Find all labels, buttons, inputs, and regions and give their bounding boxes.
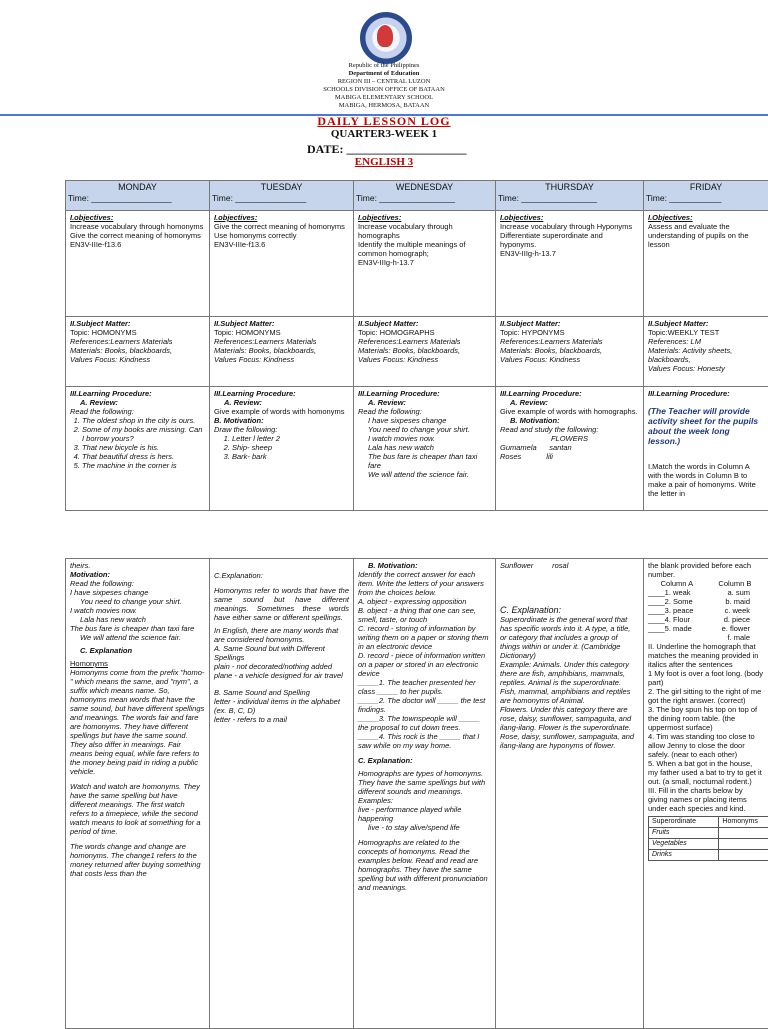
objectives-thursday: I.objectives: Increase vocabulary through Hyponyms Differentiate superordinate and hyponyms. EN3V-IIIg-h-13.7 [496, 211, 644, 317]
day-header-monday: MONDAY Time: _________________ [66, 181, 210, 211]
continued-tuesday: C.Explanation: Homonyms refer to words that have the same sound but have different meanings. Sometimes these words have either same or different spellings. In English, there are many words that are considered homonyms. A. Same Sound but with Different Spellings plain - not decorated/nothing added plane - a vehicle designed for air travel B. Same Sound and Spelling letter - individual items in the alphabet (ex. B, C, D) letter - refers to a mail [210, 559, 354, 1029]
subject-matter-thursday: II.Subject Matter: Topic: HYPONYMS References:Learners Materials Materials: Books, blackboards, Values Focus: Kindness [496, 317, 644, 387]
deped-seal-logo [360, 12, 412, 64]
objectives-friday: I.Objectives: Assess and evaluate the understanding of pupils on the lesson [644, 211, 768, 317]
chart-blank[interactable] [719, 828, 768, 839]
day-header-wednesday: WEDNESDAY Time: ________________ [354, 181, 496, 211]
continued-thursday: Sunflower rosal C. Explanation: Superordinate is the general word that has specific words into it. A type, a title, or category that includes a group of things within or under it. (Cambridge Dictionary) Example: Animals. Under this category there are fish, amphibians, mammals, reptiles. Animal is the superordinate. Fish, mammal, amphibians and reptiles are homonyms of Animal. Flowers. Under this category there are rose, daisy, sunflower, sampaguita, and ilang-ilang. Flower is the superordinate. Rose, daisy, sunflower, sampaguita, and ilang-ilang are hyponyms of flower. [496, 559, 644, 1029]
chart-blank[interactable] [719, 839, 768, 850]
lesson-grid [65, 180, 768, 511]
objectives-monday: I.objectives: Increase vocabulary through homonyms Give the correct meaning of homonyms EN3V-IIIe-f13.6 [66, 211, 210, 317]
chart-blank[interactable] [719, 850, 768, 861]
date-field: DATE: ____________________ [307, 142, 466, 157]
procedure-friday: III.Learning Procedure: (The Teacher will provide activity sheet for the pupils about the week long lesson.) I.Match the words in Column A with the words in Column B to make a pair of homonyms. Write the letter in [644, 387, 768, 511]
continued-monday: theirs. Motivation: Read the following: I have sixpeses change You need to change your shirt. I watch movies now. Lala has new watch The bus fare is cheaper than taxi fare We will attend the science fair. C. Explanation Homonyms Homonyms come from the prefix "homo-" which means the same, and "nym", a suffix which means name. So, homonyms mean words that have the same sound, but have different spellings and meanings. The words fair and fare are homonyms. They have different spellings but have the same sound. They also differ in meanings. Fair means being equal, while fare refers to the money being paid in riding a public vehicle. Watch and watch are homonyms. They have the same spelling but have different meanings. The first watch refers to a timepiece, while the second watch means to look at something for a period of time. The words change and change are homonyms. The change1 refers to the money returned after buying something that costs less than the [66, 559, 210, 1029]
page-title: DAILY LESSON LOG [0, 114, 768, 129]
procedure-monday: III.Learning Procedure: A. Review: Read the following: 1. The oldest shop in the city is ours. 2. Some of my books are missing. Can I borrow yours? 3. That new bicycle is his. 4. That beautiful dress is hers. 5. The machine in the corner is [66, 387, 210, 511]
day-header-tuesday: TUESDAY Time: _______________ [210, 181, 354, 211]
day-header-thursday: THURSDAY Time: ________________ [496, 181, 644, 211]
subject-matter-monday: II.Subject Matter: Topic: HOMONYMS References:Learners Materials Materials: Books, blackboards, Values Focus: Kindness [66, 317, 210, 387]
subject-matter-tuesday: II.Subject Matter: Topic: HOMONYMS References:Learners Materials Materials: Books, blackboards, Values Focus: Kindness [210, 317, 354, 387]
header-region: REGION III – CENTRAL LUZON [0, 78, 768, 85]
header-deped: Department of Education [0, 70, 768, 77]
header-school: MABIGA ELEMENTARY SCHOOL [0, 94, 768, 101]
header-republic: Republic of the Philippines [0, 62, 768, 69]
procedure-tuesday: III.Learning Procedure: A. Review: Give example of words with homonyms B. Motivation: Draw the following: 1. Letter l letter 2 2. Ship- sheep 3. Bark- bark [210, 387, 354, 511]
header-division: SCHOOLS DIVISION OFFICE OF BATAAN [0, 86, 768, 93]
quarter-label: QUARTER3-WEEK 1 [0, 128, 768, 140]
objectives-wednesday: I.objectives: Increase vocabulary through homographs Identify the multiple meanings of common homograph; EN3V-IIIg-h-13.7 [354, 211, 496, 317]
subject-matter-friday: II.Subject Matter: Topic:WEEKLY TEST References: LM Materials: Activity sheets, blackboards, Values Focus: Honesty [644, 317, 768, 387]
subject-matter-wednesday: II.Subject Matter: Topic: HOMOGRAPHS References:Learners Materials Materials: Books, blackboards, Values Focus: Kindness [354, 317, 496, 387]
superordinate-chart: Superordinate Homonyms Fruits Vegetables Drinks [648, 816, 768, 861]
header-address: MABIGA, HERMOSA, BATAAN [0, 102, 768, 109]
procedure-thursday: III.Learning Procedure: A. Review: Give example of words with homographs. B. Motivation: Read and study the following: FLOWERS Gumamela santan Roses lili [496, 387, 644, 511]
procedure-wednesday: III.Learning Procedure: A. Review: Read the following: I have sixpeses change You need to change your shirt. I watch movies now. Lala has new watch The bus fare is cheaper than taxi fare We will attend the science fair. [354, 387, 496, 511]
lesson-grid-continued [65, 558, 768, 1029]
subject-label: ENGLISH 3 [0, 156, 768, 168]
continued-wednesday: B. Motivation: Identify the correct answer for each item. Write the letters of your answers from the choices below. A. object - expressing opposition B. object - a thing that one can see, smell, taste, or touch C. record - storing of information by writing them on a paper or storing them in an electronic device D. record - piece of information written on a paper or stored in an electronic device _____1. The teacher presented her class _____ to her pupils. _____2. The doctor will _____ the test findings. _____3. The townspeople will _____ the proposal to cut down trees. _____4. This rock is the _____ that I saw while on my way home. C. Explanation: Homographs are types of homonyms. They have the same spellings but with different sounds and meanings. Examples: live - performance played while happening live - to stay alive/spend life Homographs are related to the concepts of homonyms. Read the examples below. Read and read are homographs. They have the same spelling but with different pronunciation and meanings. [354, 559, 496, 1029]
objectives-tuesday: I.objectives: Give the correct meaning of homonyms Use homonyms correctly EN3V-IIIe-f13.6 [210, 211, 354, 317]
day-header-friday: FRIDAY Time: ___________ [644, 181, 768, 211]
continued-friday: the blank provided before each number. Column A Column B ____1. weak a. sum ____2. Some b. maid ____3. peace c. week ____4. Flour d. piece ____5. made e. flower f. male II. Underline the homograph that matches the meaning provided in italics after the sentences 1 My foot is over a foot long. (body part) 2. The girl sitting to the right of me got the right answer. (correct) 3. The boy spun his top on top of the dining room table. (the uppermost surface) 4. Tim was standing too close to allow Jenny to close the door safely. (near to each other) 5. When a bat got in the house, my father used a bat to try to get it out. (a small, nocturnal rodent.) III. Fill in the charts below by giving names or placing items under each species and kind. Superordinate Homonyms Fruits Vegetables Drinks [644, 559, 768, 1029]
